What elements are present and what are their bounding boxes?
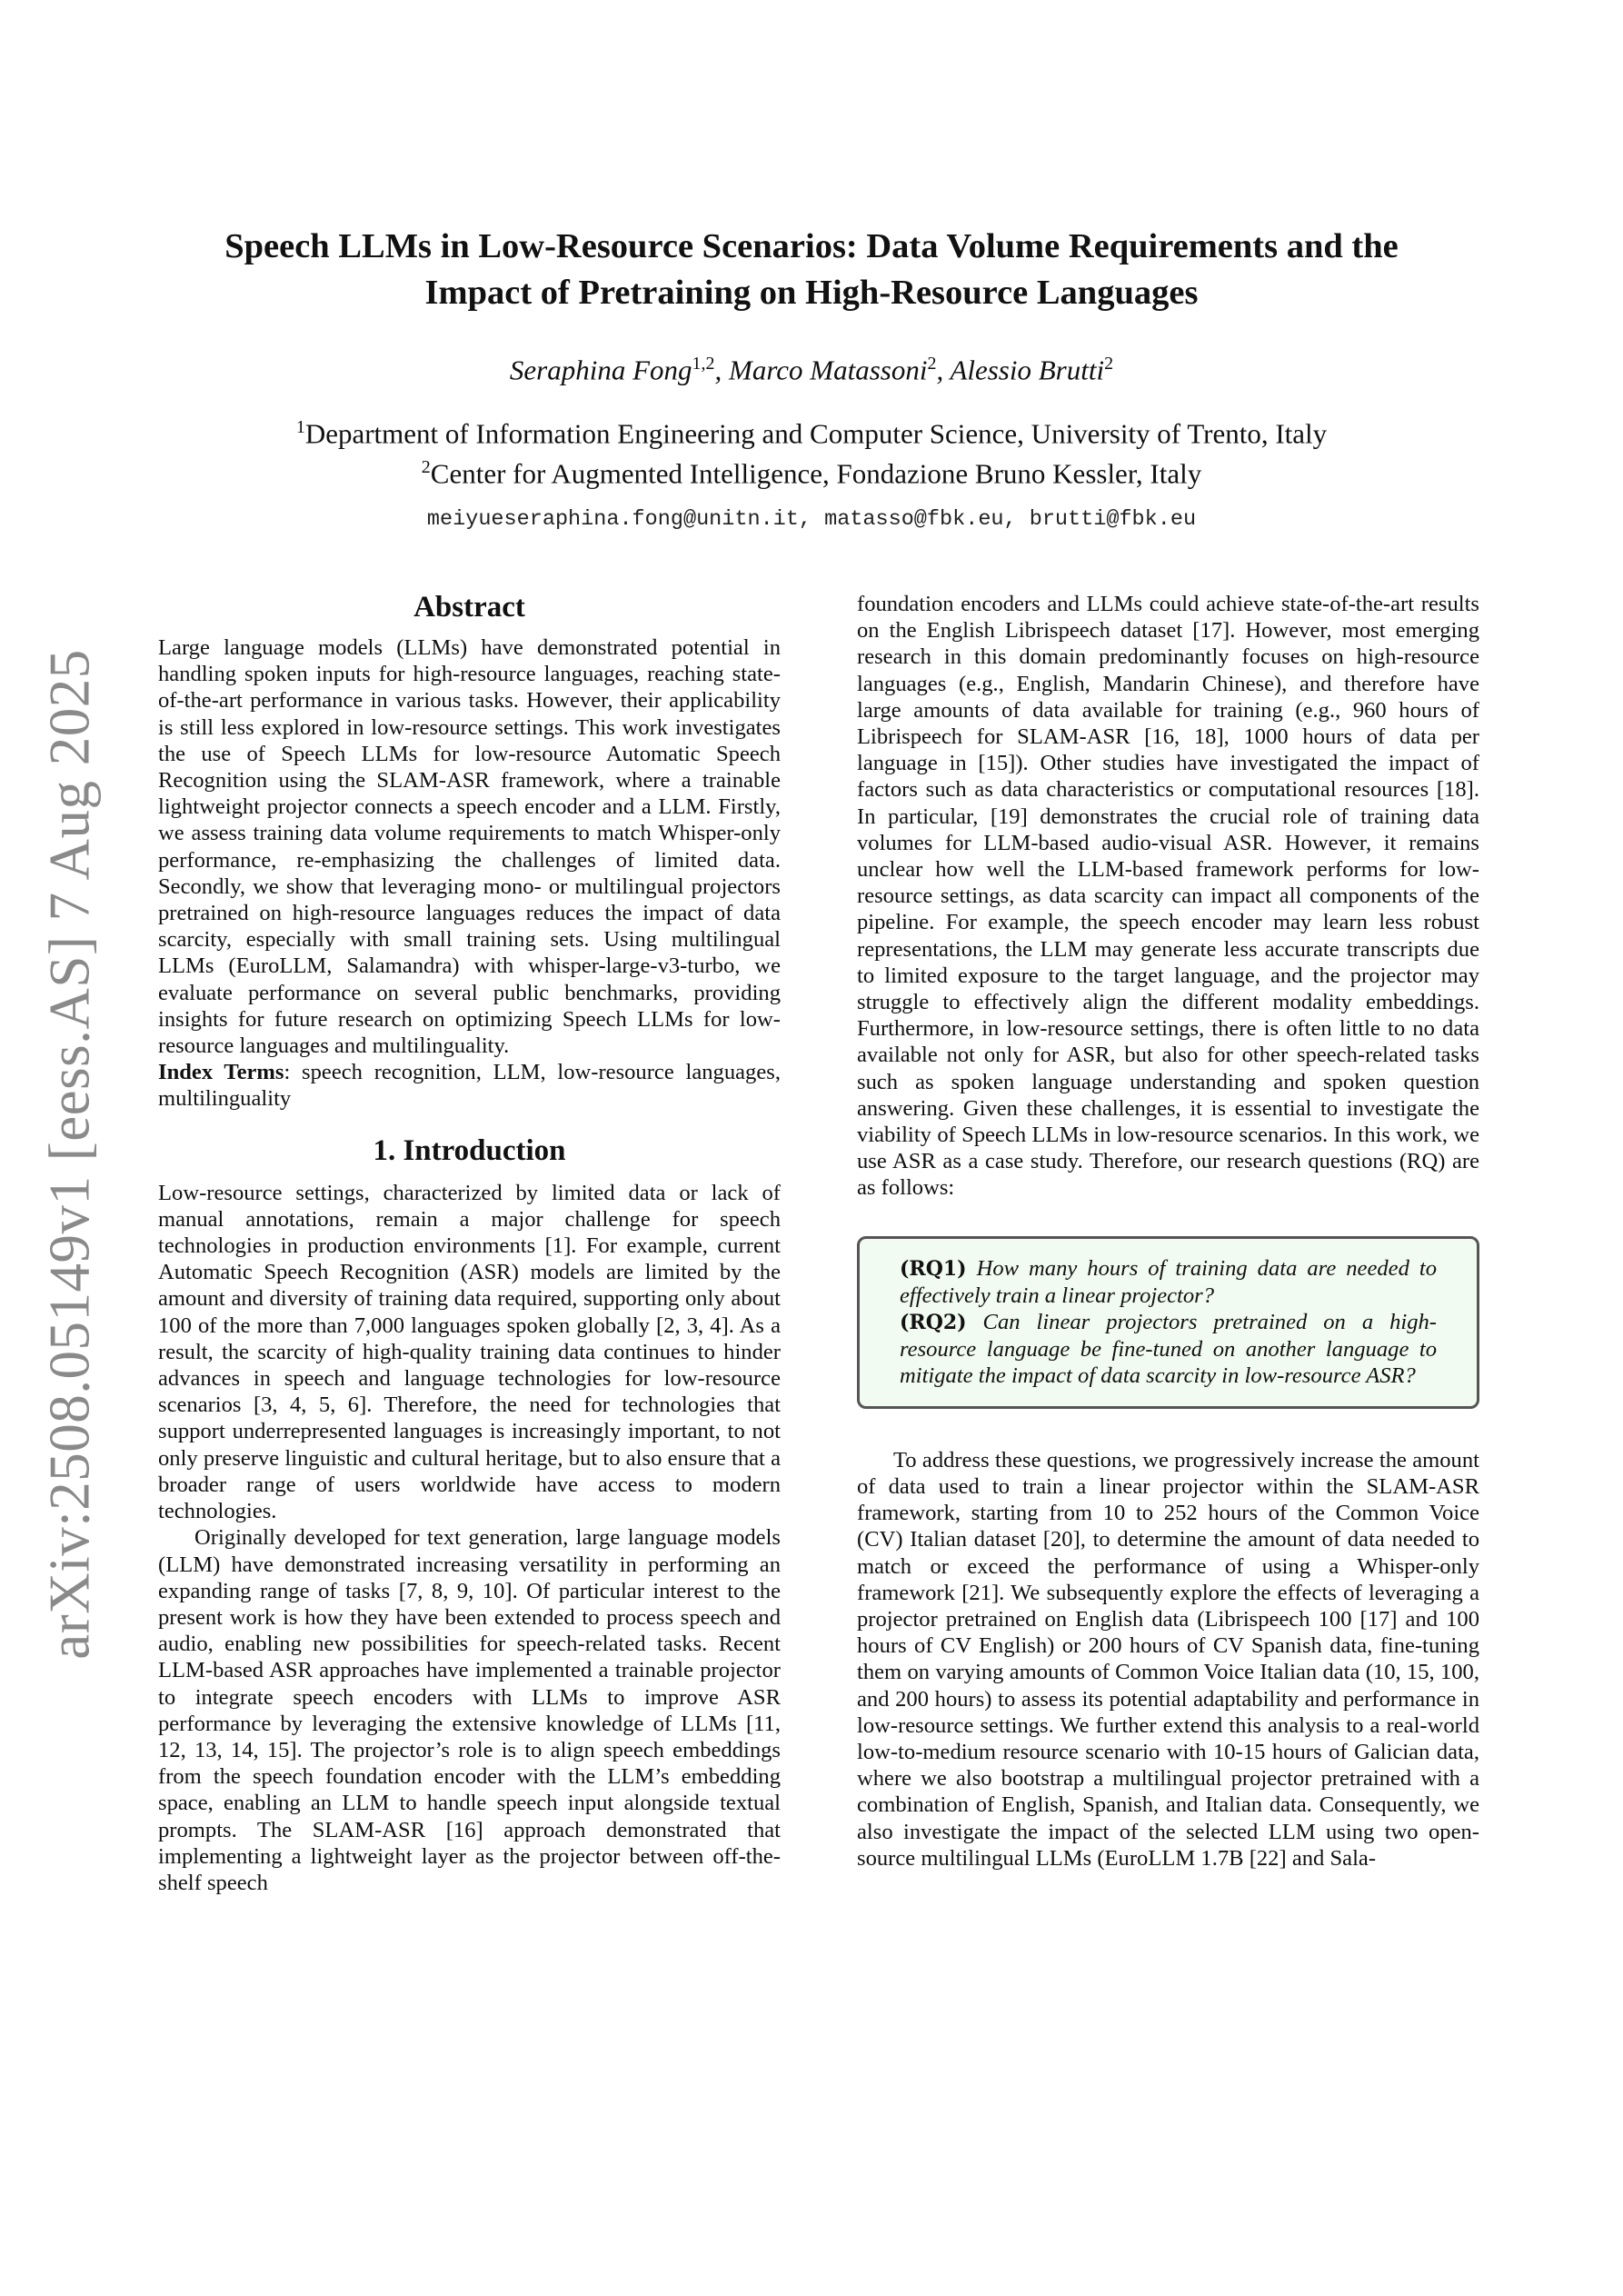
author-name: Marco Matassoni	[729, 354, 928, 386]
abstract-text: Large language models (LLMs) have demonstrated potential in handling spoken inputs for high-resource languages, reaching state-of-the-art performance in various tasks. However, their applicability is still less explored in low-resource settings. This work investigates the use of Speech LLMs for low-resource Automatic Speech Recognition using the SLAM-ASR framework, where a trainable lightweight projector connects a speech encoder and a LLM. Firstly, we assess training data volume requirements to match Whisper-only performance, re-emphasizing the challenges of limited data. Secondly, we show that leveraging mono- or multilingual projectors pretrained on high-resource languages reduces the impact of data scarcity, especially with small training sets. Using multilingual LLMs (EuroLLM, Salamandra) with whisper-large-v3-turbo, we evaluate performance on several public benchmarks, providing insights for future research on optimizing Speech LLMs for low-resource languages and multilinguality.	[158, 635, 781, 1059]
rq2-tag: (RQ2)	[900, 1311, 967, 1335]
author-affiliation-mark: 1,2	[692, 354, 715, 374]
intro-paragraph: foundation encoders and LLMs could achieve state-of-the-art results on the English Librispeech dataset [17]. However, most emerging research in this domain predominantly focuses on high-resource languages (e.g., English, Mandarin Chinese), and therefore have large amounts of data available for training (e.g., 960 hours of Librispeech for SLAM-ASR [16, 18], 1000 hours of data per language in [15]). Other studies have investigated the impact of factors such as data characteristics or computational resources [18]. In particular, [19] demonstrates the crucial role of training data volumes for LLM-based audio-visual ASR. However, it remains unclear how well the LLM-based framework performs for low-resource settings, as data scarcity can impact all components of the pipeline. For example, the speech encoder may learn less robust representations, the LLM may generate less accurate transcripts due to limited exposure to the target language, and the projector may struggle to effectively align the different modality embeddings. Furthermore, in low-resource settings, there is often little to no data available not only for ASR, but also for other speech-related tasks such as spoken language understanding and spoken question answering. Given these challenges, it is essential to investigate the viability of Speech LLMs in low-resource scenarios. In this work, we use ASR as a case study. Therefore, our research questions (RQ) are as follows:	[857, 592, 1479, 1201]
title-line-1: Speech LLMs in Low-Resource Scenarios: Data Volume Requirements and the	[224, 227, 1399, 265]
author-separator: ,	[936, 354, 951, 386]
right-column	[857, 591, 1479, 1872]
arxiv-identifier-text: arXiv:2508.05149v1 [eess.AS] 7 Aug 2025	[37, 649, 102, 1660]
affiliation-mark: 1	[295, 417, 305, 437]
arxiv-identifier	[20, 649, 120, 1660]
paper-title	[127, 224, 1496, 316]
intro-paragraph: Low-resource settings, characterized by limited data or lack of manual annotations, remain a major challenge for speech technologies in production environments [1]. For example, current Automatic Speech Recognition (ASR) models are limited by the amount and diversity of training data required, supporting only about 100 of the more than 7,000 languages spoken globally [2, 3, 4]. As a result, the scarcity of high-quality training data continues to hinder advances in speech and language technologies for low-resource scenarios [3, 4, 5, 6]. Therefore, the need for technologies that support underrepresented languages is increasingly important, to not only preserve linguistic and cultural heritage, but to also ensure that a broader range of users worldwide have access to modern technologies.	[158, 1180, 781, 1524]
introduction-heading: 1. Introduction	[373, 1133, 566, 1167]
research-question-2	[900, 1309, 1437, 1390]
research-question-1	[900, 1255, 1437, 1309]
abstract-heading: Abstract	[413, 591, 525, 624]
research-questions-box	[857, 1236, 1479, 1409]
affiliation-2	[127, 457, 1496, 490]
intro-paragraph: Originally developed for text generation, large language models (LLM) have demonstrated increasing versatility in performing an expanding range of tasks [7, 8, 9, 10]. Of particular interest to the present work is how they have been extended to process speech and audio, enabling new possibilities for speech-related tasks. Recent LLM-based ASR approaches have implemented a trainable projector to integrate speech encoders with LLMs to improve ASR performance by leveraging the extensive knowledge of LLMs [11, 12, 13, 14, 15]. The projector’s role is to align speech embeddings from the speech foundation encoder with the LLM’s embedding space, enabling an LLM to handle speech input alongside textual prompts. The SLAM-ASR [16] approach demonstrated that implementing a lightweight layer as the projector between off-the-shelf speech	[158, 1525, 781, 1895]
rq1-text: How many hours of training data are needed to effectively train a linear projector?	[900, 1255, 1438, 1308]
left-column	[158, 589, 781, 1896]
index-terms	[158, 1059, 781, 1112]
author-affiliation-mark: 2	[927, 354, 937, 374]
rq2-text: Can linear projectors pretrained on a high-resource language be fine-tuned on another language to mitigate the impact of data scarcity in low-resource ASR?	[900, 1310, 1437, 1389]
author-separator: ,	[714, 354, 730, 386]
affiliation-mark: 2	[421, 457, 431, 477]
affiliation-1	[127, 417, 1496, 450]
rq1-tag: (RQ1)	[900, 1256, 967, 1281]
index-terms-label: Index Terms	[158, 1060, 284, 1085]
author-list	[127, 354, 1496, 386]
affiliation-text: Department of Information Engineering and Computer Science, University of Trento, Italy	[304, 417, 1328, 450]
author-name: Seraphina Fong	[509, 354, 692, 386]
author-name: Alessio Brutti	[950, 354, 1105, 386]
author-affiliation-mark: 2	[1104, 354, 1114, 374]
intro-paragraph: To address these questions, we progressively increase the amount of data used to train a linear projector within the SLAM-ASR framework, starting from 10 to 252 hours of the Common Voice (CV) Italian dataset [20], to determine the amount of data needed to match or exceed the performance of using a Whisper-only framework [21]. We subsequently explore the effects of leveraging a projector pretrained on English data (Librispeech 100 [17] and 100 hours of CV English) or 200 hours of CV Spanish data, fine-tuning them on varying amounts of Common Voice Italian data (10, 15, 100, and 200 hours) to assess its potential adaptability and performance in low-resource settings. We further extend this analysis to a real-world low-to-medium resource scenario with 10-15 hours of Galician data, where we also bootstrap a multilingual projector pretrained with a combination of English, Spanish, and Italian data. Consequently, we also investigate the impact of the selected LLM using two open-source multilingual LLMs (EuroLLM 1.7B [22] and Sala-	[857, 1447, 1479, 1871]
author-emails: meiyueseraphina.fong@unitn.it, matasso@fbk.eu, brutti@fbk.eu	[426, 507, 1197, 532]
affiliation-text: Center for Augmented Intelligence, Fondazione Bruno Kessler, Italy	[430, 457, 1202, 490]
index-terms-text: : speech recognition, LLM, low-resource languages, multilinguality	[158, 1060, 781, 1112]
title-line-2: Impact of Pretraining on High-Resource Languages	[424, 274, 1199, 312]
